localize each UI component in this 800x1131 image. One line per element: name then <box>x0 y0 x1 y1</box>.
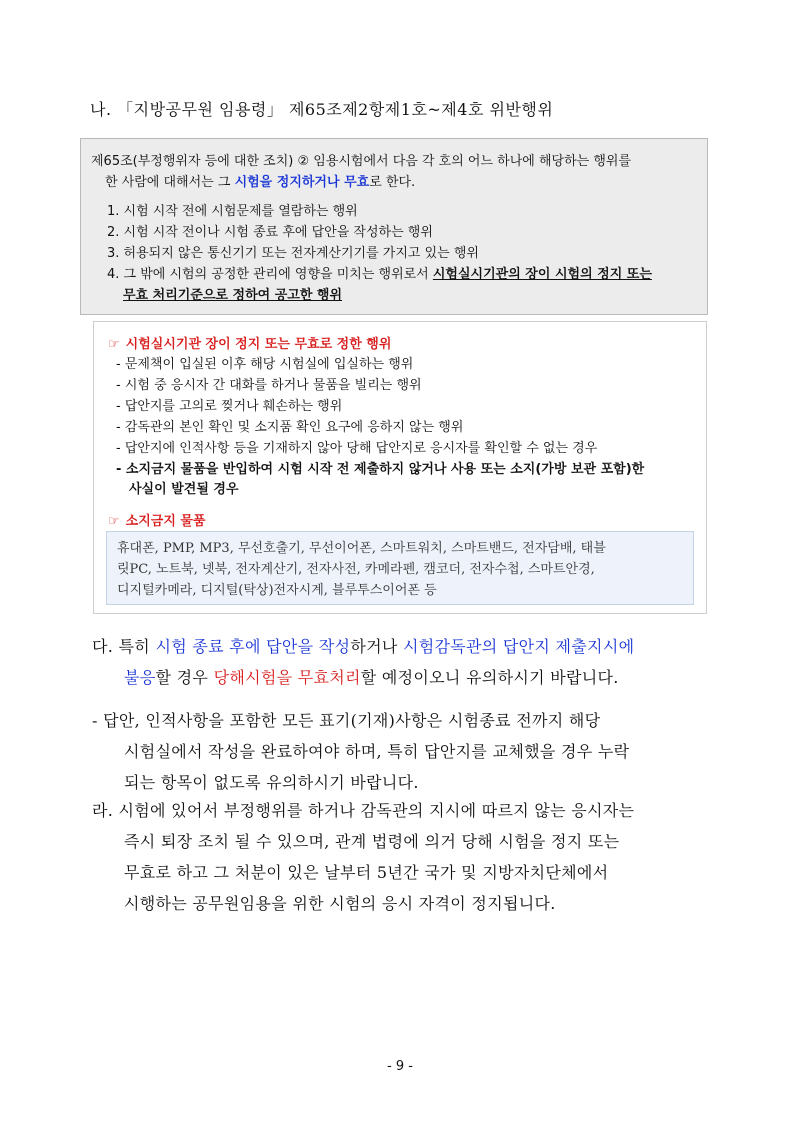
paragraph-dash: - 답안, 인적사항을 포함한 모든 표기(기재)사항은 시험종료 전까지 해당 시험실에서 작성을 완료하여야 하며, 특히 답안지를 교체했을 경우 누락 되는 항목이 없도록 유의하시기 바랍니다. <box>92 711 630 792</box>
law-item-4: 4. 그 밖에 시험의 공정한 관리에 영향을 미치는 행위로서 시험실시기관의 장이 시험의 정지 또는 무효 처리기준으로 정하여 공고한 행위 <box>107 267 652 303</box>
rule-item-prohibited: - 소지금지 물품을 반입하여 시험 시작 전 제출하지 않거나 사용 또는 소지(가방 보관 포함)한 사실이 발견될 경우 <box>116 462 645 497</box>
page-number: - 9 - <box>387 1059 413 1074</box>
law-excerpt-box <box>80 138 708 315</box>
law-item-3: 3. 허용되지 않은 통신기기 또는 전자계산기기를 가지고 있는 행위 <box>107 246 479 261</box>
rule-item: - 시험 중 응시자 간 대화를 하거나 물품을 빌리는 행위 <box>116 378 422 393</box>
prohibited-items-title: ☞ 소지금지 물품 <box>108 514 206 529</box>
paragraph-ra: 라. 시험에 있어서 부정행위를 하거나 감독관의 지시에 따르지 않는 응시자는 즉시 퇴장 조치 될 수 있으며, 관계 법령에 의거 당해 시험을 정지 또는 무효로 하고 그 처분이 있은 날부터 5년간 국가 및 지방자치단체에서 시행하는 공무원임용을 위한 시험의 응시 자격이 정지됩니다. <box>92 801 635 913</box>
law-intro-line1: 제65조(부정행위자 등에 대한 조치) ② 임용시험에서 다음 각 호의 어느 하나에 해당하는 행위를 <box>91 154 632 169</box>
pointing-hand-icon: ☞ <box>108 514 120 529</box>
rules-box <box>93 321 707 614</box>
law-intro-line2: 한 사람에 대해서는 그 시험을 정지하거나 무효로 한다. <box>105 175 416 190</box>
law-item-1: 1. 시험 시작 전에 시험문제를 열람하는 행위 <box>107 204 358 219</box>
paragraph-da: 다. 특히 시험 종료 후에 답안을 작성하거나 시험감독관의 답안지 제출지시에 불응할 경우 당해시험을 무효처리할 예정이오니 유의하시기 바랍니다. <box>92 637 635 687</box>
rule-item: - 답안지에 인적사항 등을 기재하지 않아 당해 답안지로 응시자를 확인할 수 없는 경우 <box>116 441 598 456</box>
rule-item: - 감독관의 본인 확인 및 소지품 확인 요구에 응하지 않는 행위 <box>116 420 464 435</box>
invalid-acts-title: ☞ 시험실시기관 장이 정지 또는 무효로 정한 행위 <box>108 337 392 352</box>
section-heading: 나. 「지방공무원 임용령」 제65조제2항제1호~제4호 위반행위 <box>90 100 554 119</box>
law-highlight: 시험을 정지하거나 무효 <box>234 175 370 190</box>
rule-item: - 문제책이 입실된 이후 해당 시험실에 입실하는 행위 <box>116 357 414 372</box>
law-item-2: 2. 시험 시작 전이나 시험 종료 후에 답안을 작성하는 행위 <box>107 225 433 240</box>
law-item-4-underlined: 시험실시기관의 장이 시험의 정지 또는 <box>432 267 652 282</box>
rule-item: - 답안지를 고의로 찢거나 훼손하는 행위 <box>116 399 343 414</box>
pointing-hand-icon: ☞ <box>108 337 120 352</box>
prohibited-items-list: 휴대폰, PMP, MP3, 무선호출기, 무선이어폰, 스마트워치, 스마트밴드, 전자담배, 태블 릿PC, 노트북, 넷북, 전자계산기, 전자사전, 카메라펜, 캠코더, 전자수첩, 스마트안경, 디지털카메라, 디지털(탁상)전자시계, 블루투스이어폰 등 <box>106 531 694 605</box>
law-intro <box>91 151 697 193</box>
